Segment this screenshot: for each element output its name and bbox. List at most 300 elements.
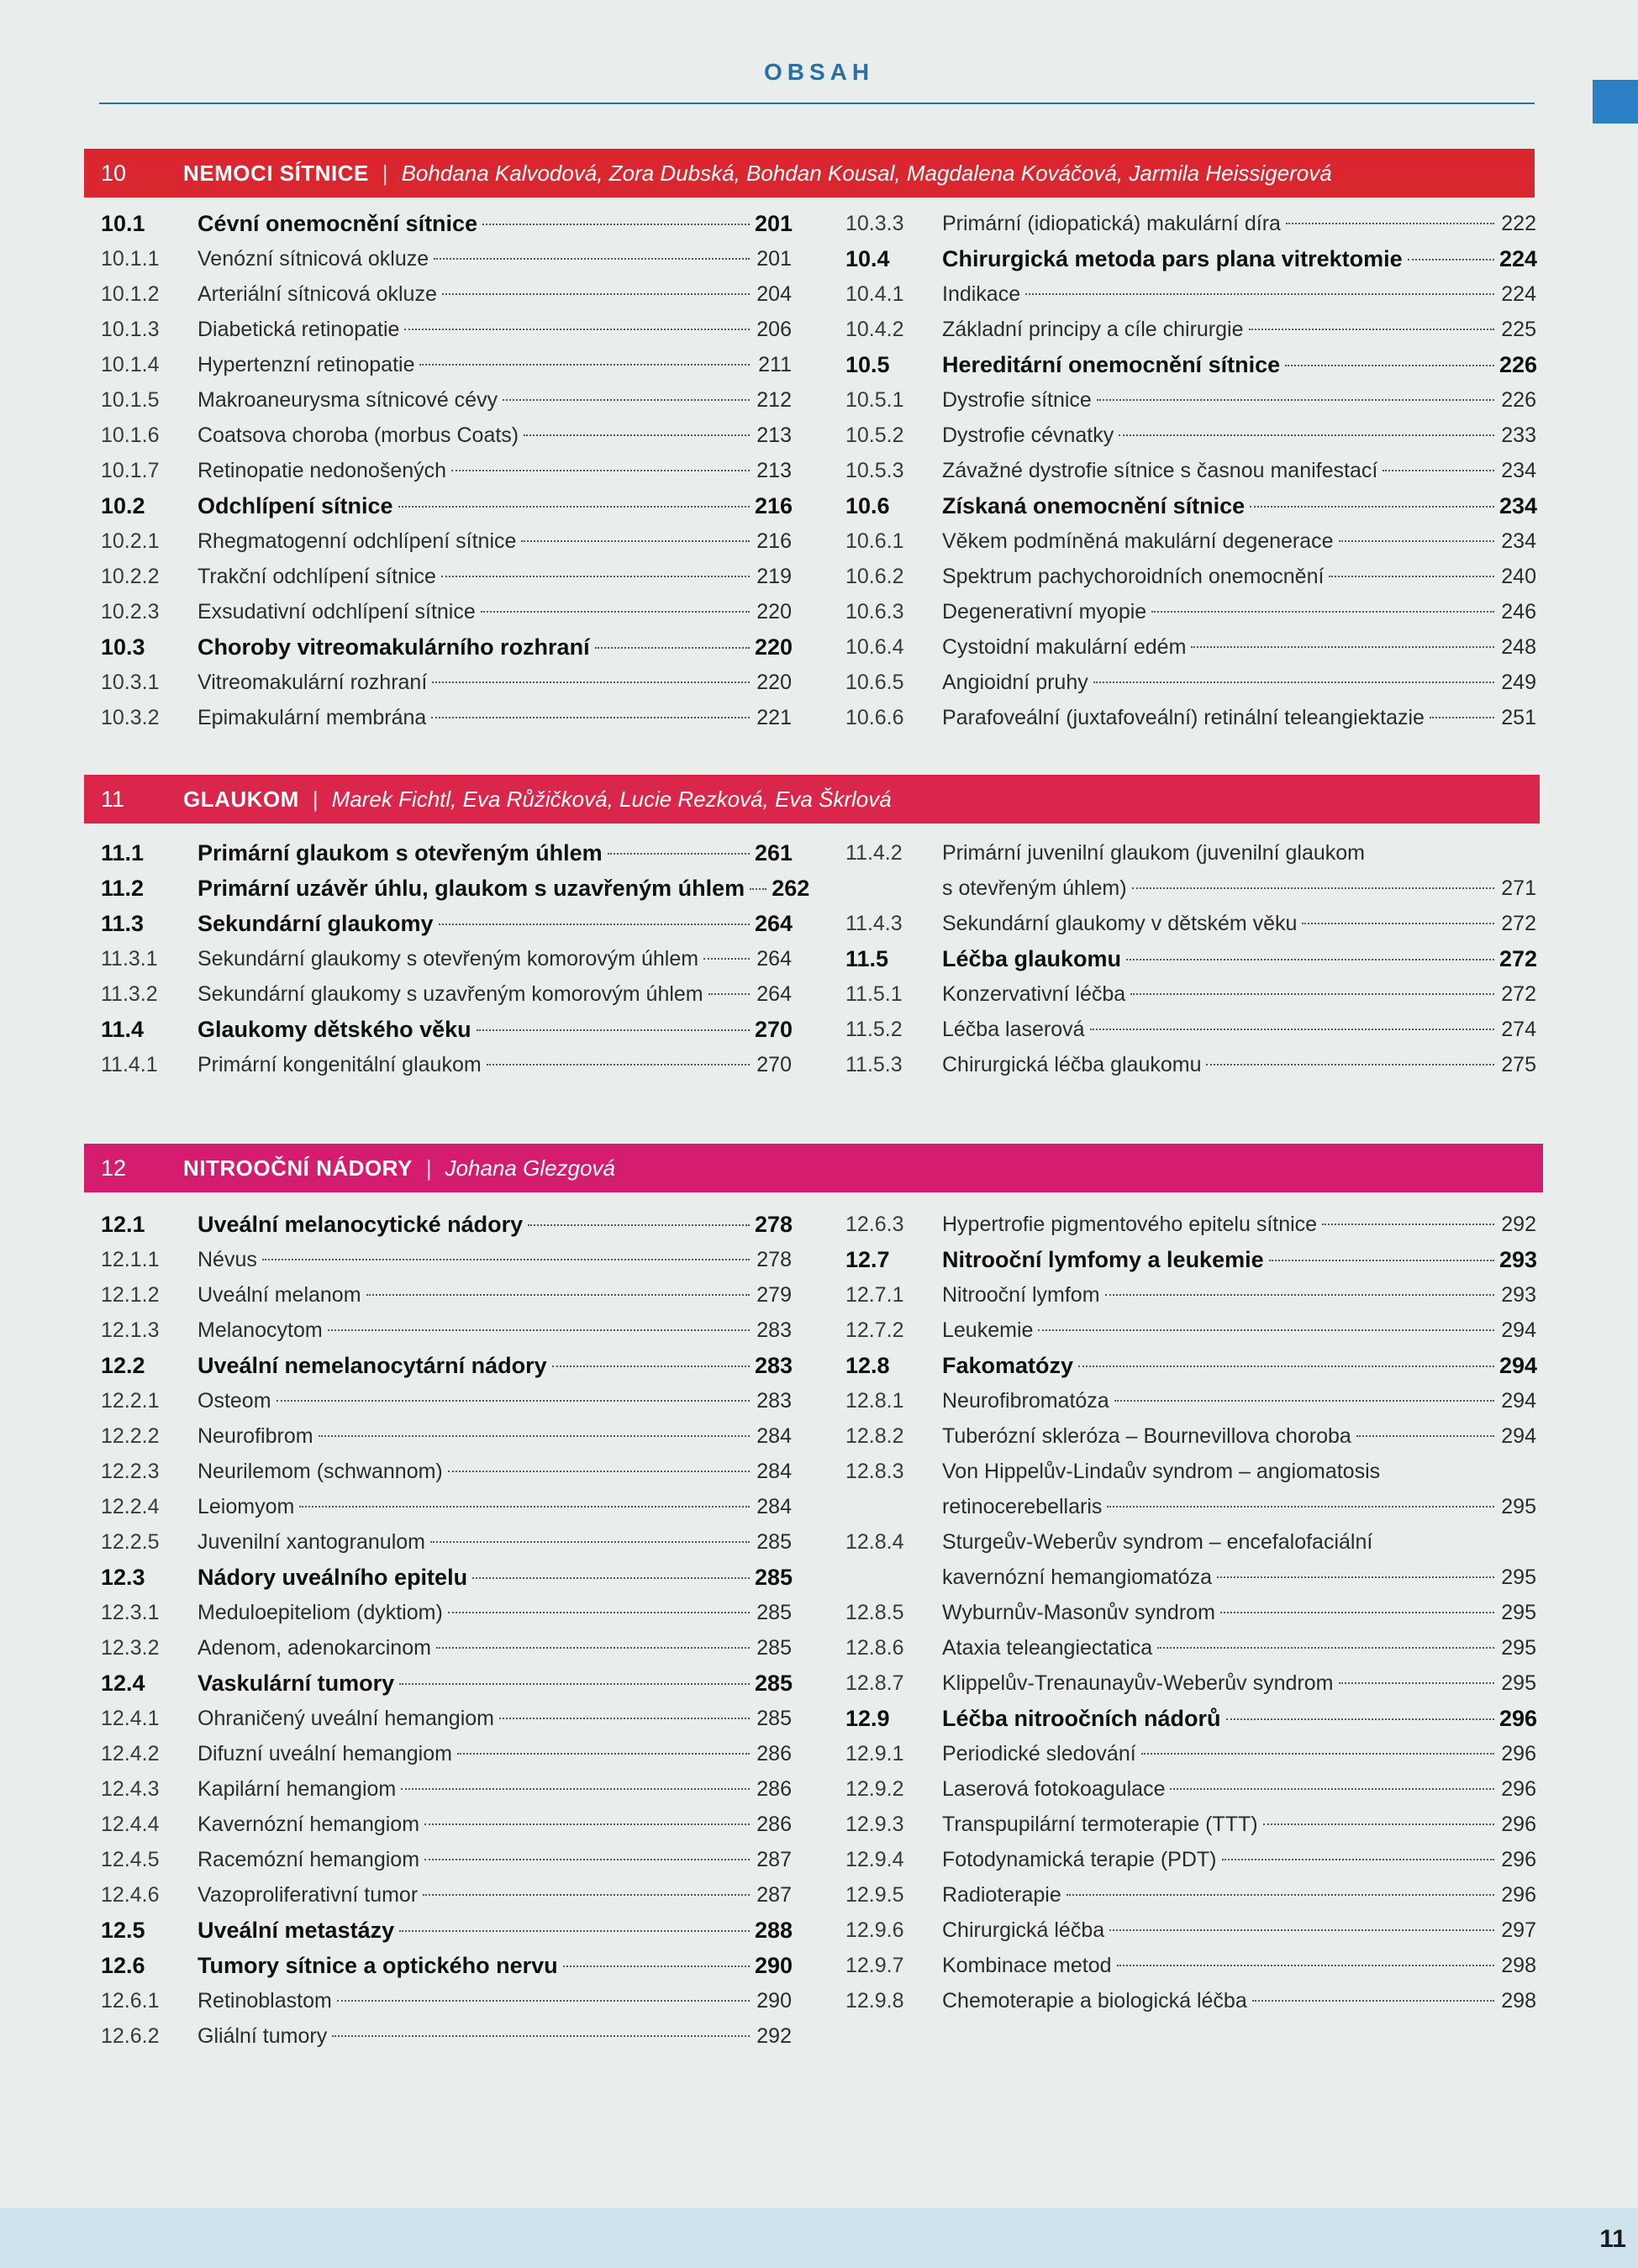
toc-entry[interactable]: [101, 1913, 792, 1948]
toc-entry[interactable]: [101, 347, 792, 382]
toc-entry-label: Arteriální sítnicová okluze: [198, 282, 437, 306]
dot-leader: [552, 1366, 750, 1367]
dot-leader: [1329, 576, 1494, 577]
dot-leader: [332, 2035, 750, 2037]
toc-entry-text: [942, 382, 1536, 418]
toc-entry[interactable]: [101, 1807, 792, 1842]
toc-entry-label: Melanocytom: [198, 1318, 323, 1342]
toc-entry-page: 294: [1501, 1424, 1536, 1448]
toc-entry[interactable]: [845, 1012, 1536, 1047]
toc-entry[interactable]: [101, 206, 792, 241]
toc-entry[interactable]: [845, 976, 1536, 1012]
toc-entry-page: 226: [1501, 388, 1536, 412]
toc-entry-text: [942, 1701, 1536, 1736]
toc-entry[interactable]: [845, 1913, 1536, 1948]
toc-entry-page: 206: [756, 318, 792, 341]
toc-entry-text: [198, 453, 792, 488]
toc-entry-text: [198, 312, 792, 347]
toc-entry-page: 222: [1501, 212, 1536, 235]
toc-entry-number: 12.2.2: [101, 1424, 160, 1448]
toc-entry-label: Uveální melanom: [198, 1283, 361, 1307]
toc-entry-text: [198, 976, 792, 1012]
toc-entry-number: 12.4.4: [101, 1813, 160, 1836]
toc-entry[interactable]: [101, 629, 792, 665]
toc-entry-label: Chemoterapie a biologická léčba: [942, 1989, 1247, 2013]
toc-entry[interactable]: [845, 1630, 1536, 1665]
toc-entry-page: 249: [1501, 671, 1536, 694]
toc-entry[interactable]: [101, 1012, 792, 1047]
toc-entry-page: 286: [756, 1777, 792, 1801]
dot-leader: [398, 506, 750, 508]
toc-entry-label: Trakční odchlípení sítnice: [198, 565, 436, 588]
dot-leader: [1025, 293, 1494, 295]
toc-entry[interactable]: [101, 453, 792, 488]
toc-entry[interactable]: [845, 665, 1536, 700]
chapter-authors: Marek Fichtl, Eva Růžičková, Lucie Rezková, Eva Škrlová: [331, 786, 892, 812]
toc-entry[interactable]: [845, 700, 1536, 735]
toc-entry-page: 296: [1499, 1706, 1538, 1731]
toc-entry[interactable]: [101, 976, 792, 1012]
toc-entry-number: 12.9.3: [845, 1813, 904, 1836]
toc-entry-text: [198, 1418, 792, 1454]
toc-entry[interactable]: [845, 835, 1536, 906]
toc-entry-number: 10.5.1: [845, 388, 904, 412]
toc-entry-label: Rhegmatogenní odchlípení sítnice: [198, 529, 517, 553]
toc-entry-text: [942, 906, 1536, 941]
toc-entry-label: Leiomyom: [198, 1495, 295, 1518]
toc-entry-text: [198, 347, 792, 382]
toc-entry-label: Glaukomy dětského věku: [198, 1017, 471, 1042]
dot-leader: [277, 1400, 750, 1402]
toc-entry-page: 290: [755, 1953, 793, 1978]
dot-leader: [1269, 1260, 1494, 1261]
toc-entry-text: [942, 241, 1536, 276]
toc-entry[interactable]: [845, 629, 1536, 665]
toc-entry[interactable]: [845, 1595, 1536, 1630]
dot-leader: [1408, 259, 1494, 260]
toc-entry-text: [942, 524, 1536, 559]
toc-entry[interactable]: [845, 1701, 1536, 1736]
toc-entry[interactable]: [845, 1277, 1536, 1313]
toc-entry-number: 12.8.2: [845, 1424, 904, 1448]
dot-leader: [1302, 923, 1494, 924]
toc-entry-text: [198, 1736, 792, 1771]
toc-entry-number: 12.2.3: [101, 1460, 160, 1483]
dot-leader: [423, 1894, 750, 1896]
toc-entry-number: 12.5: [101, 1918, 145, 1943]
toc-entry-label-continued: kavernózní hemangiomatóza: [942, 1565, 1213, 1589]
toc-entry[interactable]: [845, 559, 1536, 594]
chapter-title: NITROOČNÍ NÁDORY: [183, 1155, 413, 1181]
toc-entry[interactable]: [845, 453, 1536, 488]
toc-entry-page: 272: [1501, 982, 1536, 1006]
toc-entry-page: 226: [1499, 352, 1538, 377]
toc-entry-text: [198, 1524, 792, 1560]
toc-entry-text: [942, 1877, 1536, 1913]
toc-entry[interactable]: [101, 1665, 792, 1701]
toc-entry-number: 10.6.4: [845, 635, 904, 659]
toc-entry-label: Sekundární glaukomy: [198, 911, 434, 936]
toc-entry-page: 212: [756, 388, 792, 412]
dot-leader: [1114, 1400, 1494, 1402]
toc-entry-label: Juvenilní xantogranulom: [198, 1530, 425, 1554]
toc-entry-label: Věkem podmíněná makulární degenerace: [942, 529, 1334, 553]
toc-entry-label: Kapilární hemangiom: [198, 1777, 397, 1801]
toc-entry[interactable]: [845, 276, 1536, 312]
toc-entry-text: [198, 1489, 792, 1524]
toc-entry-label: Základní principy a cíle chirurgie: [942, 318, 1244, 341]
dot-leader: [419, 364, 750, 366]
toc-entry-label: Coatsova choroba (morbus Coats): [198, 424, 519, 447]
toc-entry[interactable]: [845, 941, 1536, 976]
dot-leader: [750, 888, 766, 890]
toc-entry-text: [198, 382, 792, 418]
toc-entry-number: 10.2: [101, 493, 145, 518]
dot-leader: [431, 717, 750, 718]
toc-entry-label: Radioterapie: [942, 1883, 1061, 1907]
toc-entry[interactable]: [101, 559, 792, 594]
dot-leader: [399, 1683, 750, 1685]
toc-entry[interactable]: [845, 906, 1536, 941]
toc-entry[interactable]: [101, 1277, 792, 1313]
toc-entry[interactable]: [101, 418, 792, 453]
toc-entry[interactable]: [101, 1948, 792, 1983]
dot-leader: [399, 1930, 750, 1932]
toc-entry-page: 283: [756, 1389, 792, 1413]
toc-entry-label-continued: s otevřeným úhlem): [942, 876, 1127, 900]
toc-entry-label: Vazoproliferativní tumor: [198, 1883, 419, 1907]
chapter-title: GLAUKOM: [183, 786, 299, 812]
toc-entry-number: 12.9.5: [845, 1883, 904, 1907]
toc-entry[interactable]: [101, 941, 792, 976]
toc-entry-text: [198, 1877, 792, 1913]
toc-entry-label: Diabetická retinopatie: [198, 318, 400, 341]
toc-entry[interactable]: [101, 241, 792, 276]
toc-entry-page: 298: [1501, 1989, 1536, 2013]
toc-entry[interactable]: [101, 1348, 792, 1383]
toc-entry-label: Ohraničený uveální hemangiom: [198, 1707, 494, 1730]
toc-entry[interactable]: [101, 524, 792, 559]
dot-leader: [366, 1294, 750, 1296]
toc-entry[interactable]: [101, 1383, 792, 1418]
toc-entry[interactable]: [845, 206, 1536, 241]
toc-entry-page: 219: [756, 565, 792, 588]
toc-entry-label: Léčba laserová: [942, 1018, 1085, 1041]
toc-entry-number: 12.6.3: [845, 1213, 904, 1236]
toc-entry[interactable]: [101, 1736, 792, 1771]
toc-entry[interactable]: [845, 312, 1536, 347]
toc-entry-label: Nitrooční lymfomy a leukemie: [942, 1247, 1264, 1272]
dot-leader: [499, 1718, 750, 1719]
toc-entry-text: [198, 276, 792, 312]
toc-entry[interactable]: [101, 276, 792, 312]
toc-entry[interactable]: [845, 1313, 1536, 1348]
toc-entry-label: Tumory sítnice a optického nervu: [198, 1953, 558, 1978]
toc-entry-label: Uveální melanocytické nádory: [198, 1212, 524, 1237]
toc-entry-page: 278: [756, 1248, 792, 1271]
toc-entry[interactable]: [101, 1560, 792, 1595]
toc-entry-number: 11.4: [101, 1017, 145, 1042]
toc-entry-text: [942, 1524, 1536, 1595]
toc-entry[interactable]: [845, 347, 1536, 382]
toc-entry-number: 10.6: [845, 493, 890, 518]
toc-entry-text: [198, 665, 792, 700]
toc-entry[interactable]: [101, 835, 792, 871]
toc-entry[interactable]: [845, 382, 1536, 418]
toc-entry-number: 10.3: [101, 634, 145, 660]
toc-entry-number: 10.5: [845, 352, 890, 377]
dot-leader: [1090, 1029, 1494, 1030]
toc-entry-label: Transpupilární termoterapie (TTT): [942, 1813, 1258, 1836]
toc-entry-number: 12.9.1: [845, 1742, 904, 1765]
toc-entry-label: Exsudativní odchlípení sítnice: [198, 600, 476, 624]
toc-entry[interactable]: [101, 1983, 792, 2018]
toc-entry-text: [942, 312, 1536, 347]
toc-entry[interactable]: [101, 1701, 792, 1736]
toc-entry[interactable]: [101, 382, 792, 418]
toc-entry-page: 216: [756, 529, 792, 553]
toc-entry-number: 10.3.2: [101, 706, 160, 729]
toc-entry-number: 12.4.5: [101, 1848, 160, 1871]
toc-entry-text: [942, 1948, 1536, 1983]
toc-entry-label: Ataxia teleangiectatica: [942, 1636, 1153, 1660]
dot-leader: [1105, 1294, 1494, 1296]
dot-leader: [1322, 1223, 1494, 1225]
toc-entry-label: Osteom: [198, 1389, 271, 1413]
toc-entry-number: 10.1.5: [101, 388, 160, 412]
toc-entry-number: 12.9.7: [845, 1954, 904, 1977]
toc-entry[interactable]: [101, 594, 792, 629]
toc-entry-number: 12.9: [845, 1706, 890, 1731]
toc-entry-label: Nádory uveálního epitelu: [198, 1565, 468, 1590]
toc-entry-text: [198, 1842, 792, 1877]
toc-entry-page: 275: [1501, 1053, 1536, 1076]
toc-entry-page: 220: [756, 600, 792, 624]
toc-entry[interactable]: [101, 1242, 792, 1277]
toc-entry-text: [198, 1630, 792, 1665]
toc-entry-page: 285: [755, 1671, 793, 1696]
toc-entry-text: [942, 1630, 1536, 1665]
toc-entry-text: [198, 559, 792, 594]
toc-entry-page: 211: [758, 353, 792, 376]
dot-leader: [1141, 1753, 1494, 1755]
toc-entry-text: [198, 1242, 792, 1277]
footer-band: [0, 2208, 1638, 2268]
toc-entry-page: 278: [755, 1212, 793, 1237]
toc-entry-text: [198, 1665, 792, 1701]
toc-entry-text: [942, 1313, 1536, 1348]
toc-entry-page: 246: [1501, 600, 1536, 624]
toc-entry-page: 285: [756, 1636, 792, 1660]
toc-entry[interactable]: [845, 1948, 1536, 1983]
toc-entry[interactable]: [101, 1313, 792, 1348]
toc-entry-text: [942, 418, 1536, 453]
toc-entry[interactable]: [845, 1418, 1536, 1454]
toc-entry-text: [942, 1913, 1536, 1948]
toc-entry-label: Retinoblastom: [198, 1989, 332, 2013]
toc-entry-number: 12.3.1: [101, 1601, 160, 1624]
toc-entry-text: [198, 206, 792, 241]
toc-entry-text: [942, 347, 1536, 382]
toc-entry-number: 12.2.4: [101, 1495, 160, 1518]
toc-entry-number: 12.7: [845, 1247, 890, 1272]
toc-entry[interactable]: [845, 1454, 1536, 1524]
dot-leader: [404, 329, 750, 330]
toc-entry-text: [198, 1983, 792, 2018]
toc-entry-page: 234: [1501, 529, 1536, 553]
dot-leader: [1117, 1965, 1494, 1966]
toc-entry-number: 12.1.3: [101, 1318, 160, 1342]
toc-entry[interactable]: [101, 906, 792, 941]
toc-entry[interactable]: [845, 488, 1536, 524]
dot-leader: [262, 1259, 750, 1260]
toc-entry[interactable]: [101, 1454, 792, 1489]
toc-entry[interactable]: [101, 1630, 792, 1665]
toc-entry-label: Angioidní pruhy: [942, 671, 1088, 694]
toc-entry[interactable]: [101, 1207, 792, 1242]
toc-entry-label: Dystrofie sítnice: [942, 388, 1092, 412]
toc-entry[interactable]: [845, 1047, 1536, 1082]
toc-entry-number: 12.9.6: [845, 1918, 904, 1942]
toc-entry[interactable]: [101, 1524, 792, 1560]
toc-entry-text: [942, 665, 1536, 700]
toc-entry-label: Léčba nitroočních nádorů: [942, 1706, 1221, 1731]
toc-entry-page: 284: [756, 1424, 792, 1448]
chapter-number: 12: [101, 1155, 127, 1181]
toc-entry[interactable]: [101, 2018, 792, 2054]
dot-leader: [1383, 470, 1494, 471]
toc-entry[interactable]: [845, 418, 1536, 453]
toc-entry-label: Klippelův-Trenaunayův-Weberův syndrom: [942, 1671, 1334, 1695]
dot-leader: [477, 1029, 750, 1031]
dot-leader: [439, 924, 750, 925]
toc-entry-page: 216: [755, 493, 793, 518]
toc-entry-number: 12.1.2: [101, 1283, 160, 1307]
toc-entry-label: Nitrooční lymfom: [942, 1283, 1100, 1307]
toc-entry-label: Indikace: [942, 282, 1021, 306]
toc-entry[interactable]: [845, 1383, 1536, 1418]
toc-entry-number: 10.3.3: [845, 212, 904, 235]
dot-leader: [1097, 399, 1494, 401]
toc-entry-number: 10.1.7: [101, 459, 160, 482]
toc-entry[interactable]: [101, 1842, 792, 1877]
header-rule: [99, 103, 1535, 104]
toc-entry-label: Parafoveální (juxtafoveální) retinální teleangiektazie: [942, 706, 1425, 729]
toc-entry[interactable]: [845, 1348, 1536, 1383]
toc-entry[interactable]: [101, 1595, 792, 1630]
toc-entry-text: [198, 594, 792, 629]
toc-entry-text: [198, 1313, 792, 1348]
dot-leader: [608, 853, 750, 855]
toc-entry-page: 296: [1501, 1883, 1536, 1907]
toc-entry-page: 298: [1501, 1954, 1536, 1977]
toc-entry[interactable]: [101, 700, 792, 735]
toc-entry[interactable]: [101, 1877, 792, 1913]
toc-entry-page: 225: [1501, 318, 1536, 341]
toc-entry[interactable]: [101, 312, 792, 347]
toc-entry[interactable]: [845, 241, 1536, 276]
toc-entry-label: Periodické sledování: [942, 1742, 1136, 1765]
toc-entry-label: Venózní sítnicová okluze: [198, 247, 429, 271]
toc-entry-number: 11.4.3: [845, 912, 903, 935]
toc-entry-number: 10.1.6: [101, 424, 160, 447]
toc-entry-number: 12.9.4: [845, 1848, 904, 1871]
toc-entry-text: [198, 1277, 792, 1313]
toc-entry[interactable]: [845, 1524, 1536, 1595]
toc-entry[interactable]: [845, 1983, 1536, 2018]
toc-entry-page: 293: [1499, 1247, 1538, 1272]
dot-leader: [1249, 329, 1495, 330]
toc-entry[interactable]: [845, 1842, 1536, 1877]
toc-entry[interactable]: [845, 1736, 1536, 1771]
dot-leader: [1356, 1435, 1494, 1437]
toc-entry[interactable]: [845, 1207, 1536, 1242]
toc-entry-text: [198, 1595, 792, 1630]
toc-entry-label: Makroaneurysma sítnicové cévy: [198, 388, 498, 412]
toc-entry-page: 296: [1501, 1742, 1536, 1765]
toc-entry-label: Hereditární onemocnění sítnice: [942, 352, 1281, 377]
toc-entry-text: [198, 629, 792, 665]
dot-leader: [1157, 1647, 1494, 1649]
toc-entry-label: Primární (idiopatická) makulární díra: [942, 212, 1281, 235]
toc-entry-page: 213: [756, 424, 792, 447]
toc-entry-label: Konzervativní léčba: [942, 982, 1126, 1006]
toc-entry[interactable]: [101, 488, 792, 524]
chapter-authors: Johana Glezgová: [445, 1155, 615, 1181]
toc-entry-text: [942, 1665, 1536, 1701]
dot-leader: [1252, 2000, 1494, 2002]
toc-entry[interactable]: [845, 1665, 1536, 1701]
toc-entry[interactable]: [845, 1242, 1536, 1277]
toc-entry-page: 296: [1501, 1777, 1536, 1801]
dot-leader: [487, 1064, 750, 1066]
toc-entry-label: Meduloepiteliom (dyktiom): [198, 1601, 443, 1624]
dot-leader: [441, 576, 750, 577]
toc-entry-page: 251: [1501, 706, 1536, 729]
toc-entry[interactable]: [101, 1771, 792, 1807]
toc-entry-label: Sekundární glaukomy v dětském věku: [942, 912, 1298, 935]
toc-entry-label: Névus: [198, 1248, 257, 1271]
toc-entry[interactable]: [101, 665, 792, 700]
toc-entry-page: 221: [756, 706, 792, 729]
toc-entry[interactable]: [101, 1418, 792, 1454]
toc-entry[interactable]: [101, 871, 810, 906]
dot-leader: [1263, 1823, 1494, 1825]
toc-entry[interactable]: [845, 1877, 1536, 1913]
toc-column-left: [101, 835, 810, 1082]
toc-entry[interactable]: [845, 1807, 1536, 1842]
toc-entry-page: 279: [756, 1283, 792, 1307]
toc-entry-page: 284: [756, 1460, 792, 1483]
toc-entry-label: Chirurgická léčba glaukomu: [942, 1053, 1202, 1076]
chapter-bar-10: [84, 149, 1535, 197]
toc-entry-number: 11.5.3: [845, 1053, 903, 1076]
toc-entry-label: Gliální tumory: [198, 2024, 328, 2048]
toc-entry[interactable]: [101, 1489, 792, 1524]
toc-entry[interactable]: [101, 1047, 792, 1082]
toc-entry-label: Získaná onemocnění sítnice: [942, 493, 1246, 518]
toc-entry-label: Fakomatózy: [942, 1353, 1074, 1378]
toc-entry-page: 293: [1501, 1283, 1536, 1307]
dot-leader: [434, 258, 750, 260]
toc-entry[interactable]: [845, 524, 1536, 559]
toc-entry-label: Choroby vitreomakulárního rozhraní: [198, 634, 590, 660]
toc-entry[interactable]: [845, 1771, 1536, 1807]
dot-leader: [1130, 993, 1494, 995]
toc-entry[interactable]: [845, 594, 1536, 629]
toc-entry-text: [198, 1012, 792, 1047]
dot-leader: [595, 647, 750, 649]
